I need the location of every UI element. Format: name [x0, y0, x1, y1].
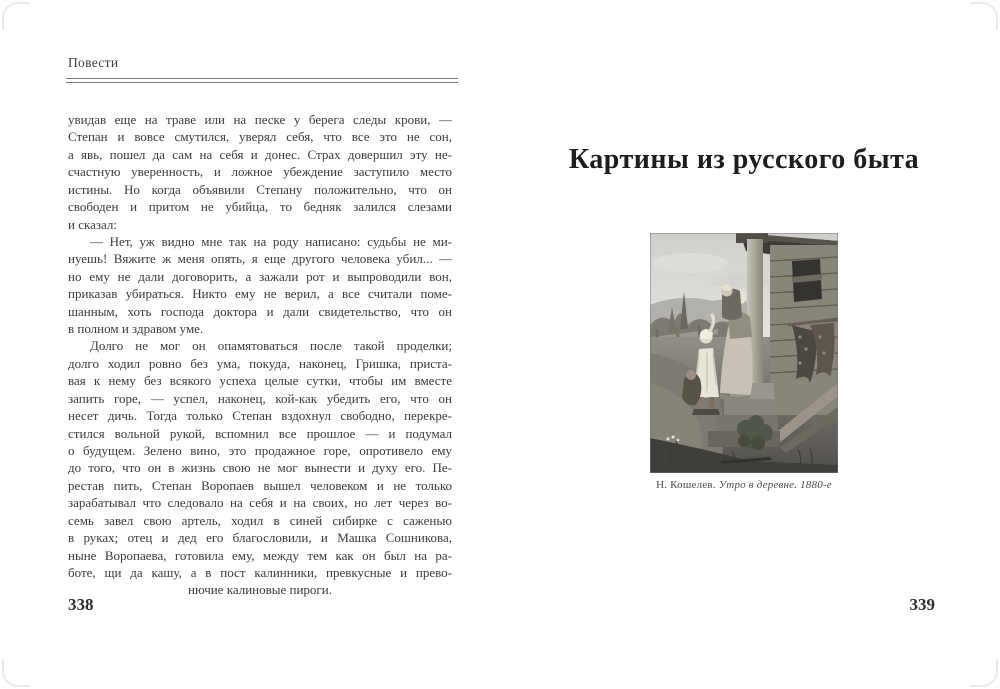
text-line: приказав убираться. Никто ему не верил, а все считали поме-	[68, 286, 452, 302]
text-line: несет дичь. Тогда только Степан вздохнул свободно, перекре-	[68, 408, 452, 424]
text-line: свободен и притом не убийца, то бедняк залился слезами	[68, 199, 452, 215]
chapter-title: Картины из русского быта	[568, 144, 920, 175]
caption-title: Утро в деревне. 1880-е	[718, 479, 832, 491]
text-line: стился вольной рукой, вспомнил все прошлое — и подумал	[68, 425, 452, 441]
scan-corner-top-left	[2, 2, 30, 30]
text-line: Степан и вовсе смутился, уверял себя, что все это не сон,	[68, 129, 452, 145]
painting-morning-in-village	[650, 233, 838, 473]
text-line: счастную уверенность, и ложное убеждение заступило место	[68, 164, 452, 180]
text-line: семь завел свою артель, ходил в синей сибирке с саженью	[68, 512, 452, 528]
text-line: нуешь! Вяжите ж меня опять, я еще другого человека убил... —	[68, 251, 452, 267]
paragraph	[68, 337, 452, 598]
header-rule	[66, 78, 458, 83]
text-line: и сказал:	[68, 216, 117, 232]
text-line: рестав пить, Степан Воропаев вышел человеком и не только	[68, 477, 452, 493]
page-number-right: 339	[909, 595, 935, 614]
illustration-caption	[634, 479, 854, 491]
page-number-left: 338	[68, 595, 94, 614]
text-line: запить горе, — успел, наконец, кой-как убедить его, что он	[68, 390, 452, 406]
text-line: увидав еще на траве или на песке у берега следы крови, —	[68, 112, 452, 127]
text-line: а явь, пошел да сам на себя и донес. Страх довершил эту не-	[68, 146, 452, 162]
text-line: Долго не мог он опамятоваться после такой проделки;	[90, 338, 452, 354]
paragraph	[68, 233, 452, 338]
text-line: вая к нему без всякого успеха целые сутки, чтобы им вместе	[68, 373, 452, 389]
text-line: боте, щи да кашу, а в пост калинники, превкусные и прево-	[68, 564, 452, 580]
text-line: — Нет, уж видно мне так на роду написано: судьбы не ми-	[90, 233, 452, 249]
text-line: зарабатывал что следовало на себя и на своих, но лет через во-	[68, 495, 452, 511]
text-line: до того, что он в жизнь свою не мог вынести и духу его. Пе-	[68, 460, 452, 476]
text-line: о будущем. Зелено вино, это продажное горе, опротивело ему	[68, 443, 452, 459]
text-line: нючие калиновые пироги.	[188, 582, 332, 598]
text-line: в полном и здравом уме.	[68, 321, 204, 337]
scan-corner-top-right	[970, 2, 998, 30]
scan-corner-bottom-left	[2, 659, 30, 687]
illustration-figure	[650, 233, 838, 491]
text-line: в руках; отец и дед его благословили, и Машка Сошникова,	[68, 530, 452, 546]
text-line: шанным, хоть господа доктора и дали свидетельство, что он	[68, 303, 452, 319]
body-text	[68, 111, 452, 599]
text-line: истины. Но когда объявили Степану положительно, что он	[68, 181, 452, 197]
text-line: долго ходил ровно без ума, покуда, наконец, Гришка, приста-	[68, 355, 452, 371]
text-line: но ему не дали договорить, а зажали рот и выпроводили вон,	[68, 268, 452, 284]
caption-artist: Н. Кошелев.	[656, 479, 719, 491]
running-header: Повести	[68, 55, 119, 70]
text-line: ныне Воропаева, готовила ему, между тем как он был на ра-	[68, 547, 452, 563]
scan-corner-bottom-right	[970, 659, 998, 687]
paragraph	[68, 111, 452, 233]
